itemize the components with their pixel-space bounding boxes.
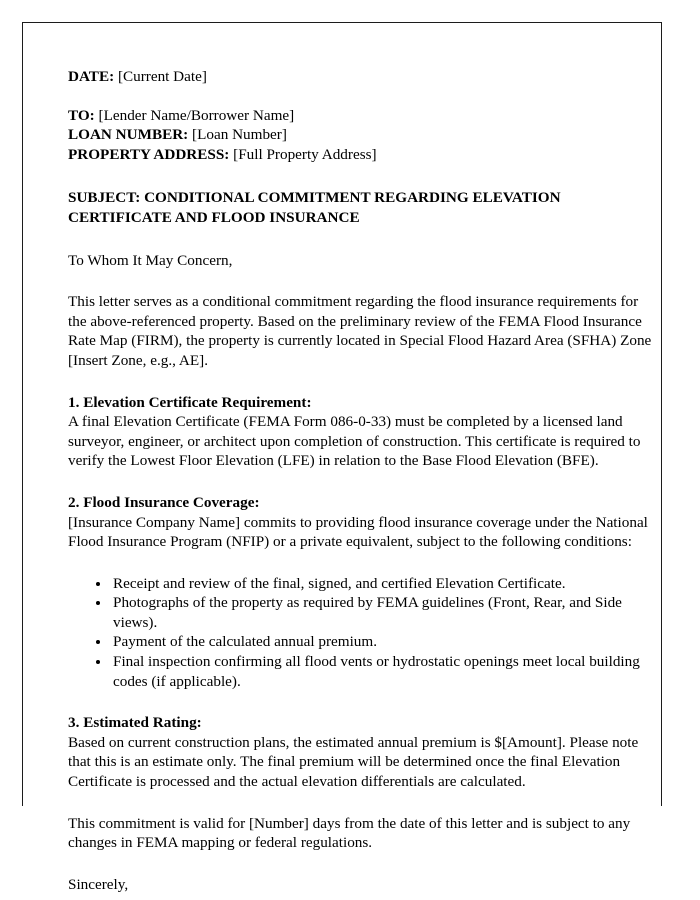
loan-number-label: LOAN NUMBER: <box>68 126 189 144</box>
section-elevation-certificate <box>68 393 656 471</box>
letter-body <box>68 67 656 894</box>
property-address-value: [Full Property Address] <box>233 145 377 163</box>
to-value: [Lender Name/Borrower Name] <box>98 106 295 124</box>
list-item: • Receipt and review of the final, signed, and certified Elevation Certificate. <box>111 574 656 594</box>
document-page-frame <box>22 22 662 893</box>
section-text: Based on current construction plans, the estimated annual premium is $[Amount]. Please note that this is an estimate only. The final premium will be determined once the final Elevation Certificate is processed and the actual elevation differentials are calculated. <box>68 733 639 791</box>
validity-paragraph: This commitment is valid for [Number] days from the date of this letter and is subject to any changes in FEMA mapping or federal regulations. <box>68 814 631 852</box>
recipient-block <box>68 106 656 165</box>
date-label: DATE: <box>68 68 115 85</box>
subject-heading: SUBJECT: CONDITIONAL COMMITMENT REGARDING ELEVATION CERTIFICATE AND FLOOD INSURANCE <box>68 189 561 226</box>
property-address-label: PROPERTY ADDRESS: <box>68 145 230 163</box>
section-heading: 3. Estimated Rating: <box>68 714 202 732</box>
section-text: [Insurance Company Name] commits to providing flood insurance coverage under the National Flood Insurance Program (NFIP) or a private equivalent, subject to the following conditions: <box>68 513 648 551</box>
to-label: TO: <box>68 106 95 124</box>
section-heading: 1. Elevation Certificate Requirement: <box>68 393 312 411</box>
property-address-line <box>68 145 656 165</box>
section-text: A final Elevation Certificate (FEMA Form 086-0-33) must be completed by a licensed land surveyor, engineer, or architect upon completion of construction. This certificate is required to verify the Lowest Floor Elevation (LFE) in relation to the Base Flood Elevation (BFE). <box>68 413 641 470</box>
section-heading: 2. Flood Insurance Coverage: <box>68 493 260 511</box>
closing-salutation: Sincerely, <box>68 875 129 893</box>
section-flood-insurance-coverage <box>68 493 656 552</box>
list-item: • Final inspection confirming all flood vents or hydrostatic openings meet local building codes (if applicable). <box>111 652 656 691</box>
to-line <box>68 106 656 126</box>
date-block <box>68 67 656 87</box>
section-estimated-rating <box>68 713 656 791</box>
intro-paragraph: This letter serves as a conditional commitment regarding the flood insurance requirements for the above-referenced property. Based on the preliminary review of the FEMA Flood Insurance Rate Map (FIRM), the property is currently located in Special Flood Hazard Area (SFHA) Zone [Insert Zone, e.g., AE]. <box>68 293 652 369</box>
salutation: To Whom It May Concern, <box>68 251 233 269</box>
list-item: • Payment of the calculated annual premium. <box>111 632 656 652</box>
conditions-list <box>68 574 656 692</box>
loan-number-line <box>68 125 656 145</box>
date-line <box>68 67 656 87</box>
date-value: [Current Date] <box>117 68 207 85</box>
list-item: • Photographs of the property as required by FEMA guidelines (Front, Rear, and Side views). <box>111 593 656 632</box>
loan-number-value: [Loan Number] <box>192 126 287 144</box>
